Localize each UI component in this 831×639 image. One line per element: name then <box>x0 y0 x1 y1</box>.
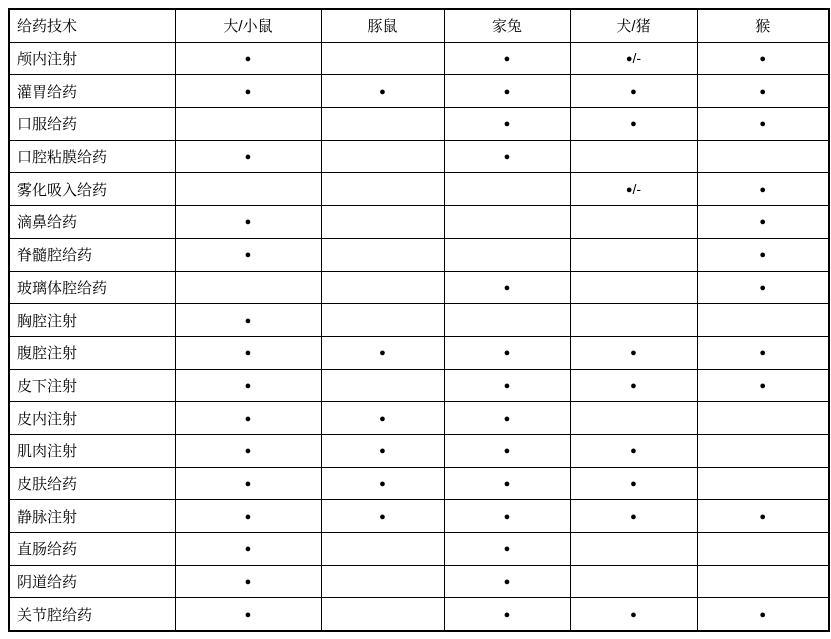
technique-label: 灌胃给药 <box>9 75 175 108</box>
technique-label: 皮肤给药 <box>9 467 175 500</box>
dot-icon: ● <box>244 347 252 360</box>
table-row <box>9 500 829 533</box>
mark-cell <box>175 533 321 566</box>
technique-label: 直肠给药 <box>9 533 175 566</box>
mark-cell <box>570 369 697 402</box>
dot-icon: ● <box>759 118 767 131</box>
mark-cell <box>175 75 321 108</box>
dot-icon: ● <box>503 118 511 131</box>
mark-cell <box>444 434 570 467</box>
mark-cell <box>570 206 697 239</box>
mark-cell <box>444 238 570 271</box>
dot-icon: ● <box>244 445 252 458</box>
mark-cell <box>175 336 321 369</box>
dot-icon: ● <box>630 477 637 490</box>
mark-cell <box>321 467 444 500</box>
mark-cell <box>444 500 570 533</box>
table-row <box>9 434 829 467</box>
dot-icon: ● <box>244 608 252 621</box>
mark-cell <box>570 434 697 467</box>
dot-icon: ● <box>244 216 252 229</box>
dot-icon: ● <box>503 543 511 556</box>
mark-cell <box>321 173 444 206</box>
mark-cell <box>697 140 829 173</box>
mark-cell <box>175 467 321 500</box>
mark-cell <box>570 173 697 206</box>
mark-cell <box>321 533 444 566</box>
table-row <box>9 271 829 304</box>
dot-icon: ● <box>759 608 767 621</box>
dot-icon: ● <box>759 379 767 392</box>
table-row <box>9 108 829 141</box>
mark-cell <box>570 565 697 598</box>
dot-icon: ● <box>759 53 767 66</box>
dot-icon: ● <box>759 216 767 229</box>
dot-icon: ● <box>244 412 252 425</box>
mark-cell <box>697 336 829 369</box>
dot-icon: ● <box>503 608 511 621</box>
mark-cell <box>697 500 829 533</box>
mark-cell <box>175 108 321 141</box>
table-row <box>9 238 829 271</box>
dot-icon: ● <box>759 183 767 196</box>
mark-cell <box>444 336 570 369</box>
table-row <box>9 565 829 598</box>
dot-icon: ● <box>503 85 511 98</box>
mark-cell <box>570 238 697 271</box>
dot-icon: ● <box>379 347 386 360</box>
mark-cell <box>321 434 444 467</box>
mark-cell <box>444 108 570 141</box>
mark-cell <box>321 598 444 631</box>
mark-cell <box>175 598 321 631</box>
header-technique: 给药技术 <box>9 9 175 42</box>
table-row <box>9 206 829 239</box>
mark-cell <box>697 304 829 337</box>
table-row <box>9 533 829 566</box>
dot-icon: ● <box>244 510 252 523</box>
mark-cell <box>175 238 321 271</box>
mark-cell <box>321 304 444 337</box>
mark-cell <box>570 500 697 533</box>
mark-cell <box>697 108 829 141</box>
technique-label: 雾化吸入给药 <box>9 173 175 206</box>
mark-cell <box>175 173 321 206</box>
table-row <box>9 598 829 631</box>
table-row <box>9 140 829 173</box>
table-row <box>9 173 829 206</box>
mark-cell <box>570 42 697 75</box>
mark-cell <box>175 271 321 304</box>
dot-icon: ● <box>503 281 511 294</box>
dot-icon: ● <box>503 151 511 164</box>
mark-cell <box>570 598 697 631</box>
dot-icon: ● <box>630 608 637 621</box>
mark-cell <box>444 598 570 631</box>
technique-label: 肌肉注射 <box>9 434 175 467</box>
dot-icon: ● <box>244 314 252 327</box>
table-row <box>9 402 829 435</box>
mark-cell <box>444 42 570 75</box>
mark-cell <box>444 173 570 206</box>
mark-cell <box>444 304 570 337</box>
dot-icon: ● <box>630 118 637 131</box>
mark-cell <box>175 434 321 467</box>
dot-icon: ● <box>379 412 386 425</box>
technique-label: 玻璃体腔给药 <box>9 271 175 304</box>
mark-cell <box>444 533 570 566</box>
mark-cell <box>697 238 829 271</box>
mark-cell <box>570 108 697 141</box>
table-row <box>9 336 829 369</box>
header-row <box>9 9 829 42</box>
mark-cell <box>697 173 829 206</box>
technique-label: 口服给药 <box>9 108 175 141</box>
mark-cell <box>570 271 697 304</box>
mark-cell <box>321 140 444 173</box>
header-animal: 大/小鼠 <box>175 9 321 42</box>
table-row <box>9 369 829 402</box>
mark-cell <box>697 271 829 304</box>
technique-label: 口腔粘膜给药 <box>9 140 175 173</box>
technique-label: 关节腔给药 <box>9 598 175 631</box>
mark-cell <box>321 42 444 75</box>
dot-icon: ● <box>503 576 511 589</box>
dot-icon: ● <box>759 281 767 294</box>
header-animal: 豚鼠 <box>321 9 444 42</box>
dot-icon: ● <box>379 85 386 98</box>
mark-cell <box>444 140 570 173</box>
dot-icon: ● <box>244 249 252 262</box>
mark-cell <box>321 206 444 239</box>
dot-icon: ● <box>503 477 511 490</box>
header-animal: 犬/猪 <box>570 9 697 42</box>
technique-label: 颅内注射 <box>9 42 175 75</box>
mark-cell <box>697 434 829 467</box>
dot-icon: ● <box>630 445 637 458</box>
mark-cell <box>697 402 829 435</box>
mark-cell <box>175 206 321 239</box>
dot-icon: ● <box>244 85 252 98</box>
mark-cell <box>444 75 570 108</box>
mark-cell <box>570 467 697 500</box>
dot-icon: ● <box>625 183 633 196</box>
technique-label: 腹腔注射 <box>9 336 175 369</box>
mark-cell <box>697 206 829 239</box>
table-header <box>9 9 829 42</box>
dot-icon: ● <box>379 477 386 490</box>
mark-cell <box>321 271 444 304</box>
dot-icon: ● <box>759 510 767 523</box>
mark-cell <box>697 565 829 598</box>
mark-cell <box>570 402 697 435</box>
mark-cell <box>321 336 444 369</box>
mark-cell <box>444 206 570 239</box>
mark-cell <box>444 369 570 402</box>
dot-icon: ● <box>630 85 637 98</box>
dot-suffix: /- <box>632 50 642 67</box>
mark-cell <box>321 500 444 533</box>
mark-cell <box>570 533 697 566</box>
mark-cell <box>570 304 697 337</box>
mark-cell <box>697 533 829 566</box>
dot-icon: ● <box>379 510 386 523</box>
dot-suffix: /- <box>632 180 642 197</box>
technique-label: 阴道给药 <box>9 565 175 598</box>
mark-cell <box>175 42 321 75</box>
dot-icon: ● <box>503 510 511 523</box>
table-row <box>9 467 829 500</box>
technique-label: 脊髓腔给药 <box>9 238 175 271</box>
mark-cell <box>321 108 444 141</box>
mark-cell <box>175 304 321 337</box>
dot-icon: ● <box>503 445 511 458</box>
technique-label: 静脉注射 <box>9 500 175 533</box>
dot-icon: ● <box>244 53 252 66</box>
dot-icon: ● <box>379 445 386 458</box>
mark-cell <box>175 140 321 173</box>
dot-icon: ● <box>759 85 767 98</box>
mark-cell <box>697 369 829 402</box>
technique-label: 皮内注射 <box>9 402 175 435</box>
mark-cell <box>570 140 697 173</box>
mark-cell <box>321 238 444 271</box>
mark-cell <box>697 75 829 108</box>
technique-label: 胸腔注射 <box>9 304 175 337</box>
dot-icon: ● <box>244 379 252 392</box>
dot-icon: ● <box>503 53 511 66</box>
header-animal: 家兔 <box>444 9 570 42</box>
technique-label: 皮下注射 <box>9 369 175 402</box>
mark-cell <box>321 565 444 598</box>
dot-icon: ● <box>759 249 767 262</box>
mark-cell <box>444 271 570 304</box>
dot-icon: ● <box>244 151 252 164</box>
dot-icon: ● <box>630 347 637 360</box>
mark-cell <box>321 369 444 402</box>
header-animal: 猴 <box>697 9 829 42</box>
dot-icon: ● <box>244 543 252 556</box>
dot-icon: ● <box>625 53 633 66</box>
dot-icon: ● <box>244 477 252 490</box>
mark-cell <box>444 467 570 500</box>
dot-icon: ● <box>630 379 637 392</box>
dot-icon: ● <box>503 412 511 425</box>
mark-cell <box>444 402 570 435</box>
mark-cell <box>570 75 697 108</box>
mark-cell <box>697 598 829 631</box>
dot-icon: ● <box>503 379 511 392</box>
dot-icon: ● <box>244 576 252 589</box>
table-row <box>9 42 829 75</box>
mark-cell <box>444 565 570 598</box>
table-row <box>9 75 829 108</box>
mark-cell <box>697 467 829 500</box>
mark-cell <box>697 42 829 75</box>
mark-cell <box>321 402 444 435</box>
dot-icon: ● <box>503 347 511 360</box>
technique-label: 滴鼻给药 <box>9 206 175 239</box>
mark-cell <box>570 336 697 369</box>
dot-icon: ● <box>630 510 637 523</box>
mark-cell <box>175 500 321 533</box>
table-row <box>9 304 829 337</box>
mark-cell <box>321 75 444 108</box>
dot-icon: ● <box>759 347 767 360</box>
mark-cell <box>175 402 321 435</box>
mark-cell <box>175 565 321 598</box>
mark-cell <box>175 369 321 402</box>
table-body <box>9 42 829 631</box>
administration-techniques-table <box>8 8 830 632</box>
